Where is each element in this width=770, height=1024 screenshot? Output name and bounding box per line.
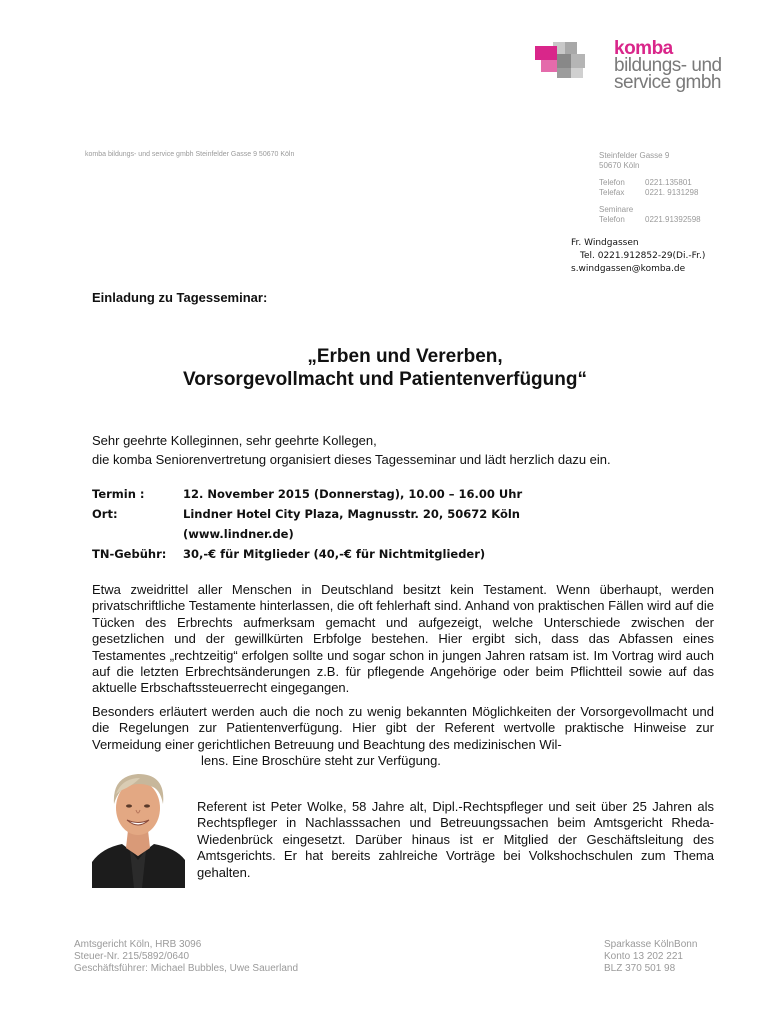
logo-line-3: service gmbh — [614, 72, 721, 93]
termin-label: Termin : — [92, 487, 145, 501]
logo-line-2: bildungs- und — [614, 55, 722, 76]
paragraph-speaker: Referent ist Peter Wolke, 58 Jahre alt, Dipl.-Rechtspfleger und seit über 25 Jahren als Rechtspfleger in Nachlasssachen und Betreuungssachen beim Amtsgericht Rheda-Wiedenbrück eingesetzt. Darüber hinaus ist er Mitglied der Geschäftsleitung des Amtsgerichts. Er hat bereits zahlreiche Vorträge bei Volkshochschulen zum Thema gehalten. — [197, 799, 714, 880]
termin-value: 12. November 2015 (Donnerstag), 10.00 – 16.00 Uhr — [183, 487, 523, 501]
contact-person — [571, 237, 705, 276]
event-details — [92, 484, 522, 564]
title-line-2: Vorsorgevollmacht und Patientenverfügung“ — [183, 369, 587, 390]
fee-label: TN-Gebühr: — [92, 547, 167, 561]
footer-tax: Steuer-Nr. 215/5892/0640 — [74, 951, 190, 962]
seminar-phone-value: 0221.91392598 — [645, 215, 701, 224]
fax-label: Telefax — [599, 188, 625, 197]
sender-line: komba bildungs- und service gmbh Steinfelder Gasse 9 50670 Köln — [85, 151, 295, 158]
phone-label: Telefon — [599, 178, 625, 187]
detail-termin-row — [92, 484, 522, 504]
greeting — [92, 431, 611, 469]
detail-web-row — [92, 524, 522, 544]
contact-block — [599, 151, 701, 225]
phone-value: 0221.135801 — [645, 178, 692, 187]
ort-label: Ort: — [92, 507, 118, 521]
logo-line-1: komba — [614, 38, 673, 59]
paragraph-1: Etwa zweidrittel aller Menschen in Deutschland besitzt kein Testament. Wenn überhaupt, werden privatschriftliche Testamente hinterlassen, die oft fehlerhaft sind. Anhand von praktischen Fällen wird auf die Tücken des Erbrechts aufmerksam gemacht und aufgezeigt, welche Unterschiede zwischen der gesetzlichen und der gewillkürten Erbfolge bestehen. Hier ergibt sich, dass das Abfassen eines Testamentes „rechtzeitig“ erfolgen sollte und sogar schon in jungen Jahren ratsam ist. Im Vortrag wird auch auf die letzten Erbrechtsänderungen z.B. für pflegende Angehörige oder beim Pflichtteil sowie auf das aktuelle Erbschaftssteuerrecht eingegangen. — [92, 582, 714, 696]
contact-street: Steinfelder Gasse 9 — [599, 151, 670, 160]
fax-value: 0221. 9131298 — [645, 188, 699, 197]
detail-fee-row — [92, 544, 522, 564]
seminar-label: Seminare — [599, 205, 634, 214]
logo-wordmark — [614, 40, 722, 91]
footer-court: Amtsgericht Köln, HRB 3096 — [74, 939, 202, 950]
title-line-1: „Erben und Vererben, — [307, 346, 503, 367]
person-tel: Tel. 0221.912852-29(Di.-Fr.) — [580, 251, 706, 261]
contact-fax-row — [599, 188, 701, 198]
seminar-phone-row — [599, 215, 701, 225]
fee-value: 30,-€ für Mitglieder (40,-€ für Nichtmitglieder) — [183, 547, 486, 561]
footer-bank-info — [604, 939, 697, 975]
invitation-heading: Einladung zu Tagesseminar: — [92, 290, 268, 305]
paragraph-2-main: Besonders erläutert werden auch die noch zu wenig bekannten Möglichkeiten der Vorsorgevollmacht und die Regelungen zur Patientenverfügung. Hier gibt der Referent wertvolle praktische Hinweise zur Vermeidung einer gerichtlichen Betreuung und Beachtung des medizinischen Wil- — [92, 704, 714, 752]
seminar-title — [0, 345, 770, 391]
paragraph-2 — [92, 704, 714, 770]
person-name: Fr. Windgassen — [571, 238, 639, 248]
person-email[interactable]: s.windgassen@komba.de — [571, 264, 686, 274]
seminar-phone-label: Telefon — [599, 215, 625, 224]
ort-website[interactable]: (www.lindner.de) — [183, 527, 294, 541]
footer-blz: BLZ 370 501 98 — [604, 963, 676, 974]
footer-management: Geschäftsführer: Michael Bubbles, Uwe Sauerland — [74, 963, 299, 974]
greeting-line-2: die komba Seniorenvertretung organisiert dieses Tagesseminar und lädt herzlich dazu ein. — [92, 452, 611, 467]
speaker-photo — [92, 764, 185, 888]
footer-bank: Sparkasse KölnBonn — [604, 939, 698, 950]
greeting-line-1: Sehr geehrte Kolleginnen, sehr geehrte Kollegen, — [92, 433, 377, 448]
ort-value: Lindner Hotel City Plaza, Magnusstr. 20, 50672 Köln — [183, 507, 520, 521]
logo-icon — [531, 42, 587, 80]
detail-ort-row — [92, 504, 522, 524]
contact-phone-row — [599, 178, 701, 188]
footer-company-info — [74, 939, 298, 975]
footer-account: Konto 13 202 221 — [604, 951, 683, 962]
paragraph-2-last: lens. Eine Broschüre steht zur Verfügung. — [201, 753, 441, 769]
contact-city: 50670 Köln — [599, 161, 640, 170]
